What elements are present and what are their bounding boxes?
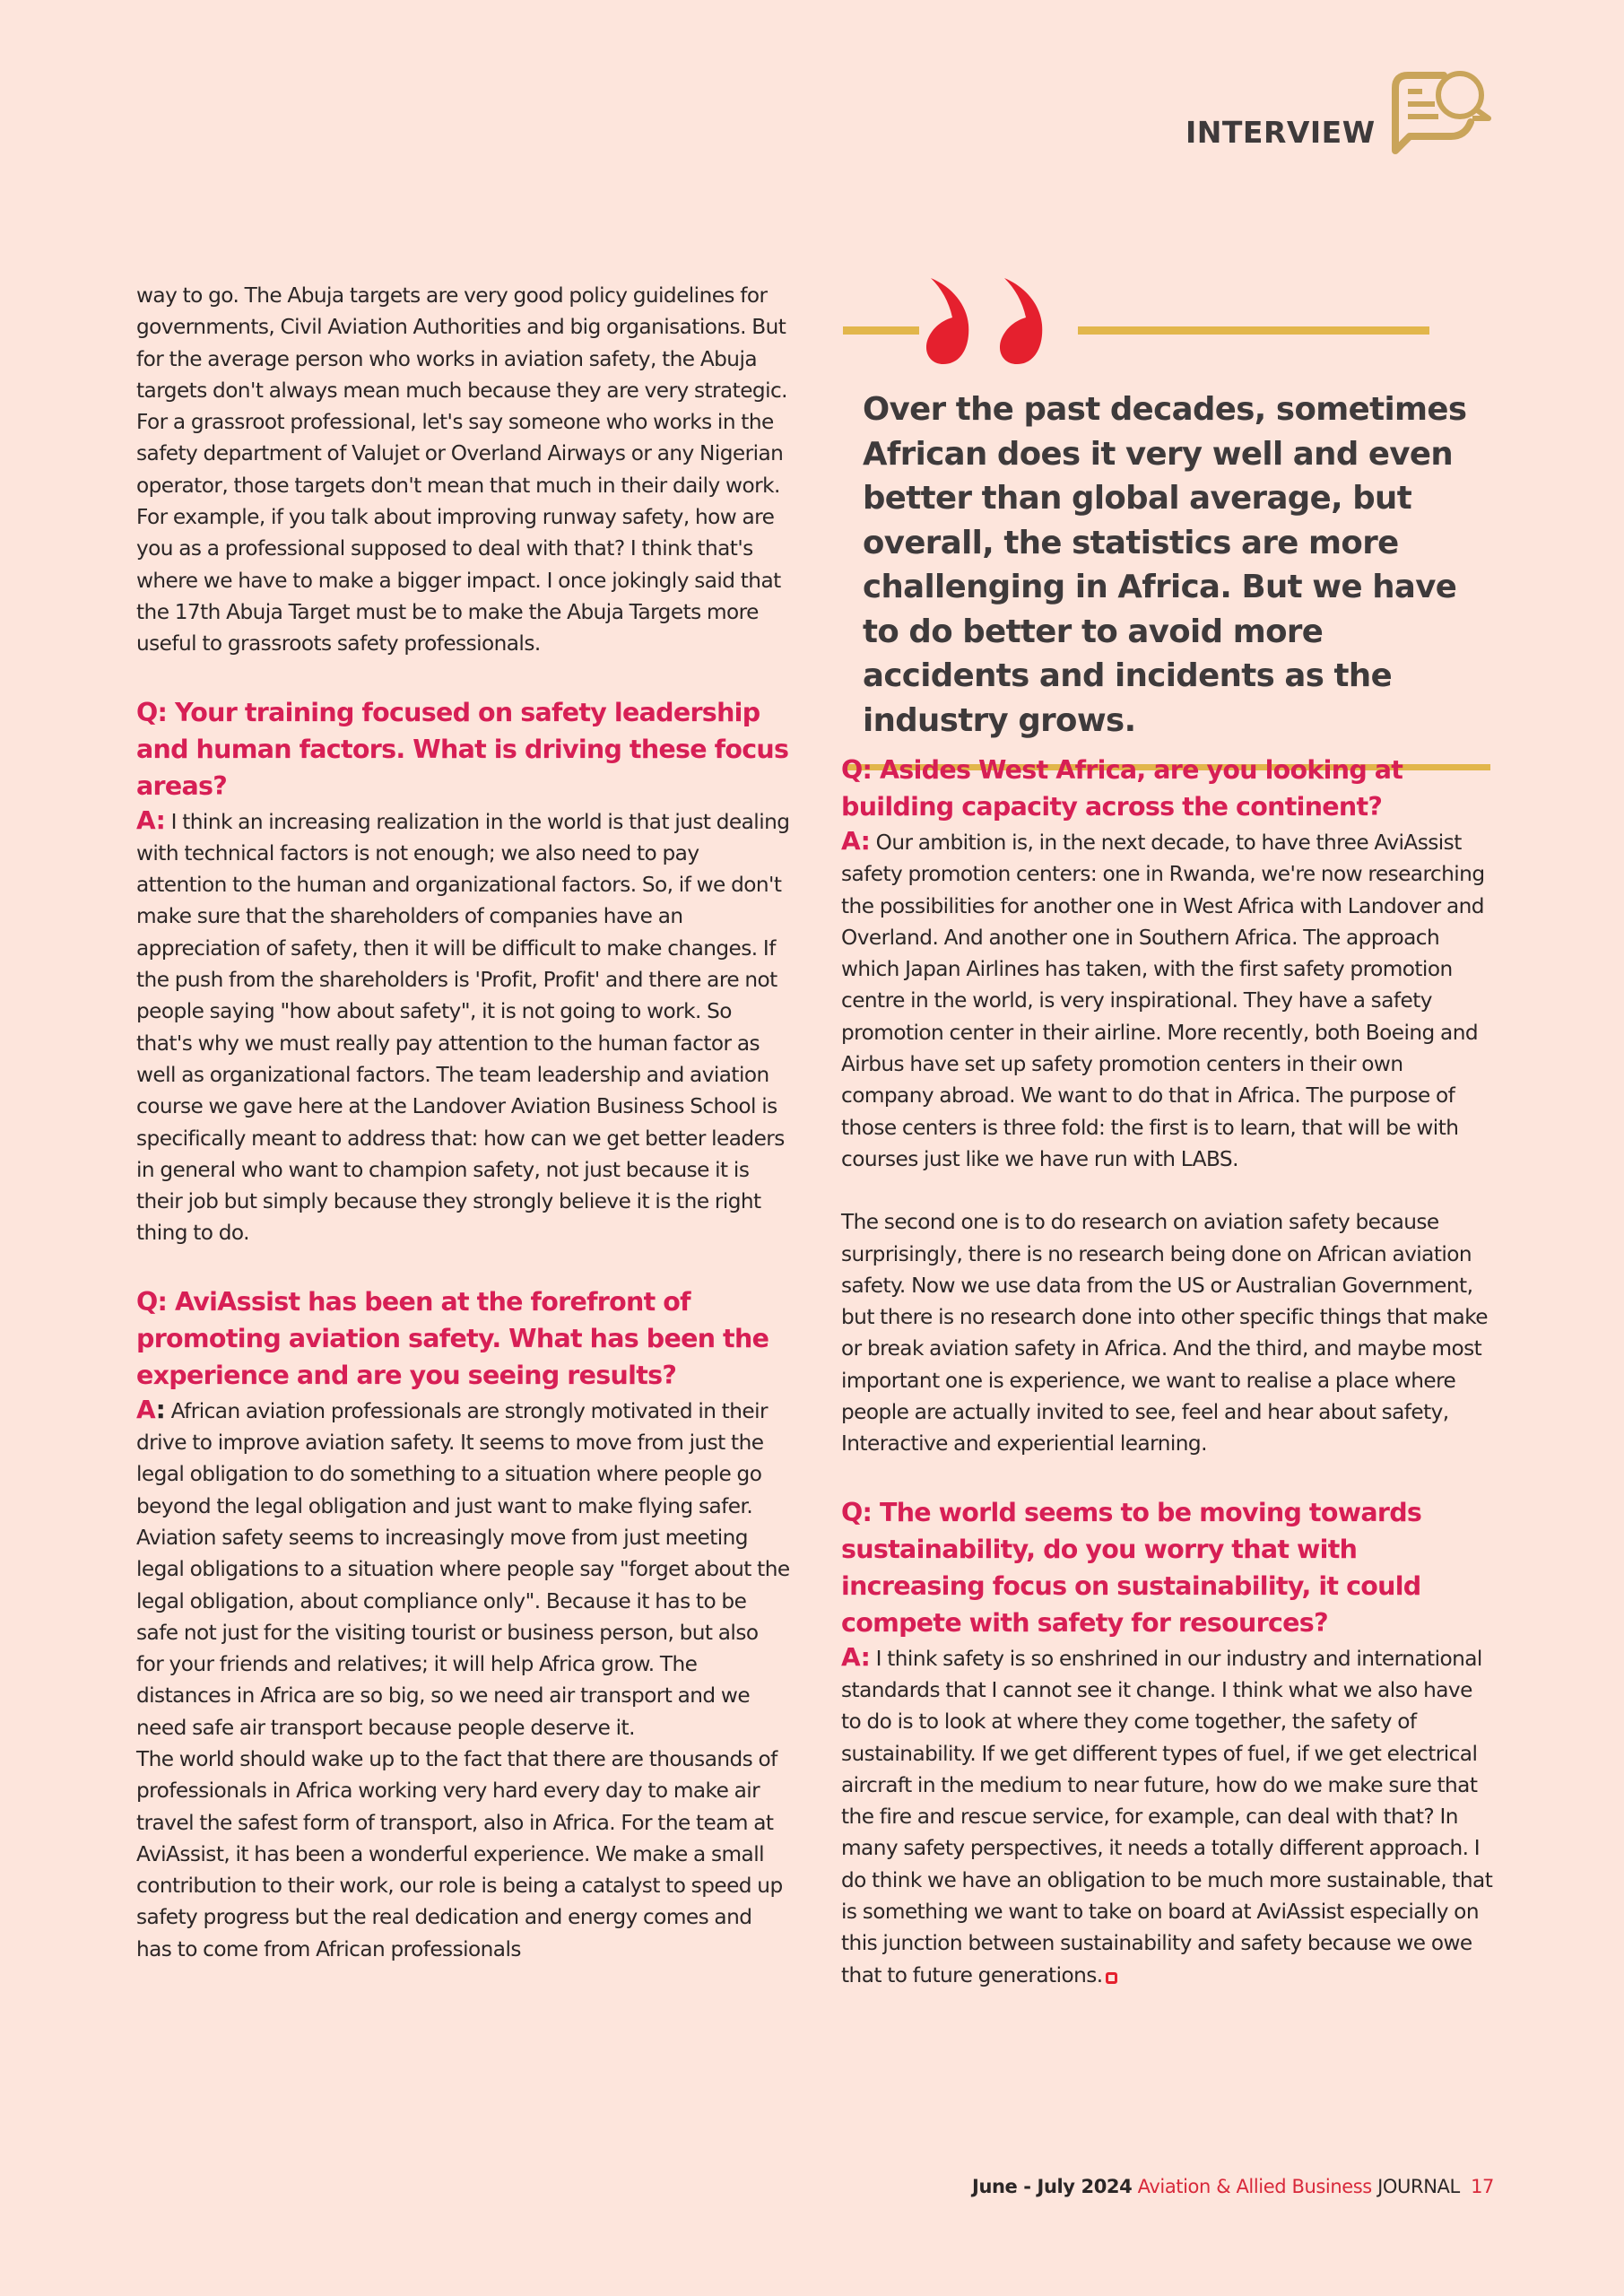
publication-name: Aviation & Allied Business [1137,2176,1372,2197]
answer-label [136,1395,165,1424]
answer-label: A: [841,826,871,856]
answer-paragraph-continued: The world should wake up to the fact that there are thousands of professionals in Africa working very hard every day to make air travel the safest form of transport, also in Africa. For the team at AviAssist, it has been a wonderful experience. We make a small contribution to their work, our role is being a catalyst to speed up safety progress but the real dedication and energy comes and has to come from African professionals [136,1746,783,1961]
answer-paragraph [841,1641,1496,1991]
interview-chat-bubble-icon [1388,65,1496,165]
answer-paragraph-continued: The second one is to do research on aviation safety because surprisingly, there is no research being done on African aviation safety. Now we use data from the US or Australian Government, but there is no research done into other specific things that make or break aviation safety in Africa. And the third, and maybe most important one is experience, we want to realise a place where people are actually invited to see, feel and hear about safety, Interactive and experiential learning. [841,1210,1488,1457]
intro-paragraph: way to go. The Abuja targets are very good policy guidelines for governments, Civil Aviation Authorities and big organisations. But for the average person who works in aviation safety, the Abuja targets don't always mean much because they are very strategic. For a grassroot professional, let's say someone who works in the safety department of Valujet or Overland Airways or any Nigerian operator, those targets don't mean that much in their daily work. For example, if you talk about improving runway safety, how are you as a professional supposed to deal with that? I think that's where we have to make a bigger impact. I once jokingly said that the 17th Abuja Target must be to make the Abuja Targets more useful to grassroots safety professionals. [136,283,788,657]
question-heading: Q: Asides West Africa, are you looking at building capacity across the continent? [841,755,1403,822]
qa-capacity-building [841,752,1496,1460]
answer-label: A: [136,804,166,835]
left-column [136,280,791,1999]
question-heading: Q: The world seems to be moving towards sustainability, do you worry that with increasing focus on sustainability, it could compete with safety for resources? [841,1497,1422,1638]
intro-block [136,280,791,660]
quote-marks-icon [925,274,1069,366]
pull-quote-header [843,269,1490,368]
question-heading: Q: AviAssist has been at the forefront of promoting aviation safety. What has been the experience and are you seeing results? [136,1286,769,1390]
issue-date: June - July 2024 [972,2176,1133,2197]
answer-paragraph [136,804,791,1249]
answer-paragraph [841,825,1496,1175]
journal-label: JOURNAL [1377,2176,1460,2197]
pull-quote [843,269,1490,770]
answer-text: Our ambition is, in the next decade, to have three AviAssist safety promotion centers: one in Rwanda, we're now researching the possibilities for another one in West Africa with Landover and Overland. And another one in Southern Africa. The approach which Japan Airlines has taken, with the first safety promotion centre in the world, is very inspirational. They have a safety promotion center in their airline. More recently, both Boeing and Airbus have set up safety promotion centers in their own company abroad. We want to do that in Africa. The purpose of those centers is three fold: the first is to learn, that will be with courses just like we have run with LABS. [841,831,1485,1171]
answer-text: African aviation professionals are strongly motivated in their drive to improve aviation safety. It seems to move from just the legal obligation to do something to a situation where people go beyond the legal obligation and just want to make flying safer. Aviation safety seems to increasingly move from just meeting legal obligations to a situation where people say "forget about the legal obligation, about compliance only". Because it has to be safe not just for the visiting tourist or business person, but also for your friends and relatives; it will help Africa grow. The distances in Africa are so big, so we need air transport and we need safe air transport because people deserve it. [136,1398,790,1740]
page-number: 17 [1471,2176,1494,2197]
pull-quote-rule-right [1078,326,1429,335]
answer-paragraph [136,1394,791,1744]
page-footer [972,2176,1494,2197]
answer-text: I think an increasing realization in the world is that just dealing with technical factors is not enough; we also need to pay attention to the human and organizational factors. So, if we don't make sure that the shareholders of companies have an appreciation of safety, then it will be difficult to make changes. If the push from the shareholders is 'Profit, Profit' and there are not people saying "how about safety", it is not going to work. So that's why we must really pay attention to the human factor as well as organizational factors. The team leadership and aviation course we gave here at the Landover Aviation Business School is specifically meant to address that: how can we get better leaders in general who want to champion safety, not just because it is their job but simply because they strongly believe it is the right thing to do. [136,809,790,1246]
pull-quote-rule-left [843,326,919,335]
question-heading: Q: Your training focused on safety leadership and human factors. What is driving these focus areas? [136,697,789,801]
answer-label: A: [841,1641,871,1672]
answer-label-colon: : [155,1394,166,1424]
end-of-article-square-icon [1106,1972,1117,1984]
answer-label-letter: A [136,1394,156,1424]
right-column [841,752,1496,2025]
section-label: INTERVIEW [1185,115,1376,150]
qa-training-focus [136,694,791,1249]
qa-sustainability [841,1494,1496,1991]
pull-quote-text: Over the past decades, sometimes African does it very well and even better than global average, but overall, the statistics are more challenging in Africa. But we have to do better to avoid more accidents and incidents as the industry grows. [863,391,1467,739]
qa-aviassist-experience [136,1283,791,1965]
answer-text: I think safety is so enshrined in our industry and international standards that I cannot see it change. I think what we also have to do is to look at where they come together, the safety of sustainability. If we get different types of fuel, if we get electrical aircraft in the medium to near future, how do we make sure that the fire and rescue service, for example, can deal with that? In many safety perspectives, it needs a totally different approach. I do think we have an obligation to be much more sustainable, that is something we want to take on board at AviAssist especially on this junction between sustainability and safety because we owe that to future generations. [841,1646,1493,1987]
